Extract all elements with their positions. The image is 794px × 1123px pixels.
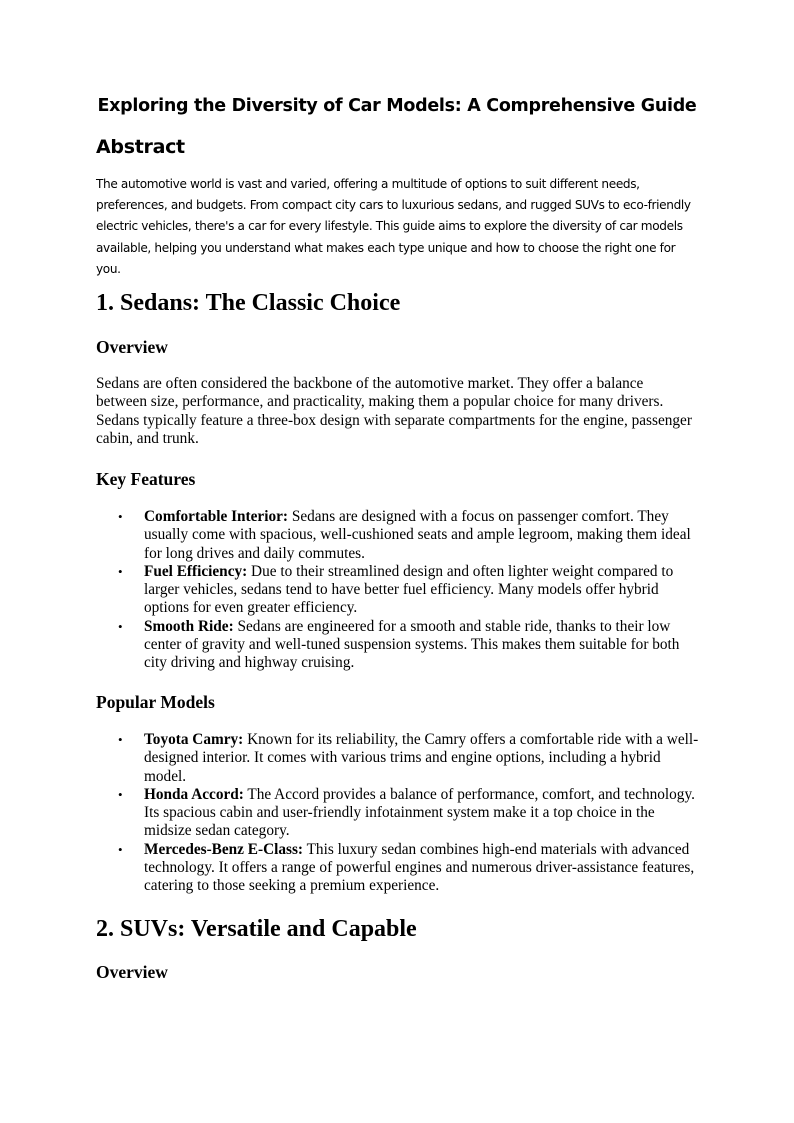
popular-models-list xyxy=(96,731,706,896)
feature-term: Fuel Efficiency: xyxy=(144,562,248,580)
model-text: The Accord provides a balance of performance, comfort, and technology. Its spacious cabin and user-friendly infotainment system make it a top choice in the midsize sedan category. xyxy=(144,785,695,840)
list-item xyxy=(96,731,706,786)
list-item xyxy=(96,841,706,896)
bullet-icon: • xyxy=(118,841,123,857)
list-item xyxy=(96,618,706,673)
sedans-overview-text: Sedans are often considered the backbone of the automotive market. They offer a balance between size, performance, and practicality, making them a popular choice for many drivers. Sedans typically feature a three-box design with separate compartments for the engine, passenger cabin, and trunk. xyxy=(96,375,692,447)
abstract-heading: Abstract xyxy=(96,136,185,158)
list-item xyxy=(96,508,706,563)
model-term: Mercedes-Benz E-Class: xyxy=(144,840,304,858)
section-heading-suvs: 2. SUVs: Versatile and Capable xyxy=(96,916,417,942)
popular-models-heading: Popular Models xyxy=(96,692,215,712)
model-term: Toyota Camry: xyxy=(144,731,244,748)
document-title: Exploring the Diversity of Car Models: A Comprehensive Guide xyxy=(97,96,697,116)
bullet-icon: • xyxy=(118,786,123,802)
feature-term: Comfortable Interior: xyxy=(144,508,288,525)
bullet-icon: • xyxy=(118,563,123,579)
feature-term: Smooth Ride: xyxy=(144,617,234,635)
list-item xyxy=(96,563,706,618)
feature-text: Due to their streamlined design and often lighter weight compared to larger vehicles, sedans tend to have better fuel efficiency. Many models offer hybrid options for even greater efficiency. xyxy=(144,562,674,617)
model-text: This luxury sedan combines high-end materials with advanced technology. It offers a range of powerful engines and numerous driver-assistance features, catering to those seeking a premium experience. xyxy=(144,840,695,895)
feature-text: Sedans are designed with a focus on passenger comfort. They usually come with spacious, well-cushioned seats and ample legroom, making them ideal for long drives and daily commutes. xyxy=(144,508,691,562)
bullet-icon: • xyxy=(118,732,123,747)
bullet-icon: • xyxy=(118,618,123,634)
model-text: Known for its reliability, the Camry offers a comfortable ride with a well-designed interior. It comes with various trims and engine options, including a hybrid model. xyxy=(144,731,699,785)
key-features-list xyxy=(96,508,706,673)
key-features-heading: Key Features xyxy=(96,469,196,489)
model-term: Honda Accord: xyxy=(144,785,244,803)
abstract-text: The automotive world is vast and varied, offering a multitude of options to suit different needs, preferences, and budgets. From compact city cars to luxurious sedans, and rugged SUVs to eco-friendly electric vehicles, there's a car for every lifestyle. This guide aims to explore the diversity of car models available, helping you understand what makes each type unique and how to choose the right one for you. xyxy=(96,177,691,276)
suvs-overview-heading: Overview xyxy=(96,962,168,982)
section-heading-sedans: 1. Sedans: The Classic Choice xyxy=(96,290,401,316)
sedans-overview-heading: Overview xyxy=(96,337,168,357)
bullet-icon: • xyxy=(118,509,123,524)
list-item xyxy=(96,786,706,841)
feature-text: Sedans are engineered for a smooth and stable ride, thanks to their low center of gravity and well-tuned suspension systems. This makes them suitable for both city driving and highway cruising. xyxy=(144,617,680,672)
